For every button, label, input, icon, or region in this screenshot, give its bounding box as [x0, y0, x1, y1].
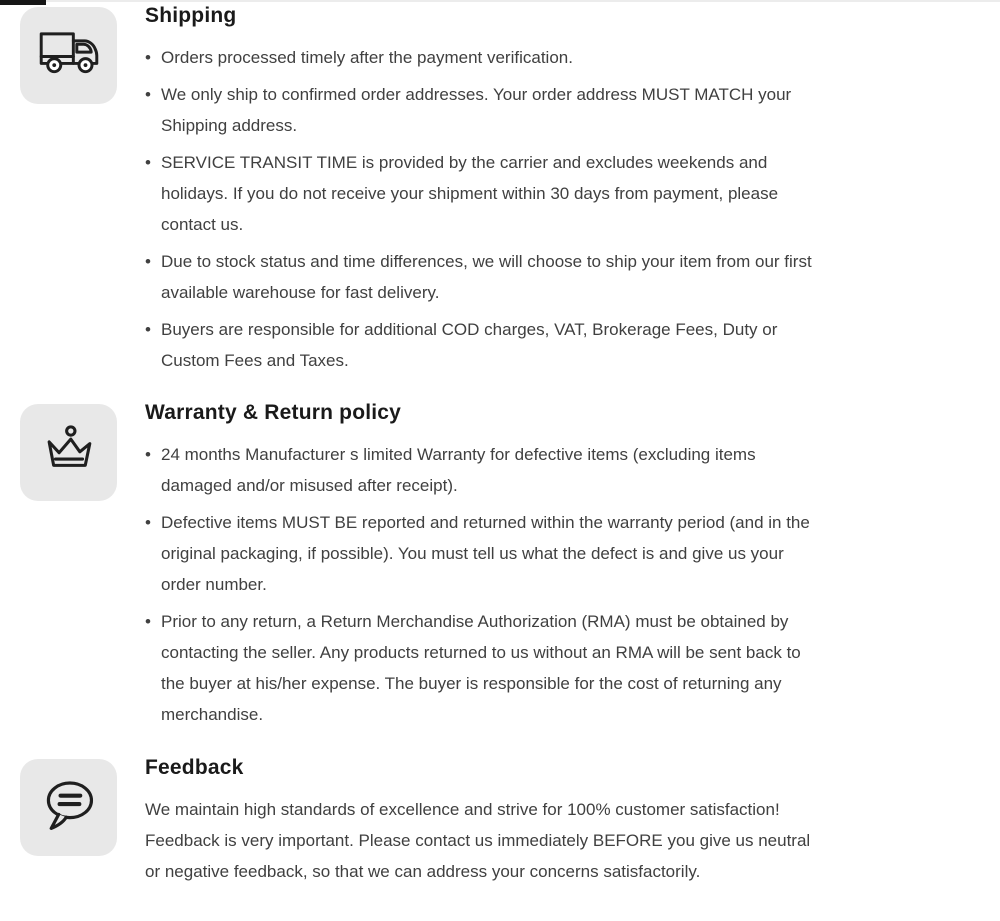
list-item — [145, 507, 815, 600]
warranty-bullet-list — [145, 439, 815, 730]
list-item-text: Defective items MUST BE reported and returned within the warranty period (and in the original packaging, if possible). You must tell us what the defect is and give us your order number. — [161, 513, 810, 594]
list-item — [145, 42, 815, 73]
section-shipping — [0, 2, 1000, 382]
list-item — [145, 606, 815, 730]
crown-icon — [40, 422, 98, 483]
list-item-text: 24 months Manufacturer s limited Warranty for defective items (excluding items damaged and/or misused after receipt). — [161, 445, 756, 495]
truck-icon — [36, 26, 102, 85]
bullet-marker: • — [145, 48, 151, 67]
list-item — [145, 439, 815, 501]
list-item-text: Buyers are responsible for additional COD charges, VAT, Brokerage Fees, Duty or Custom Fees and Taxes. — [161, 320, 778, 370]
section-warranty — [0, 399, 1000, 736]
list-item-text: Due to stock status and time differences, we will choose to ship your item from our first available warehouse for fast delivery. — [161, 252, 812, 302]
bullet-marker: • — [145, 85, 151, 104]
list-item-text: Orders processed timely after the payment verification. — [161, 48, 573, 67]
bullet-marker: • — [145, 612, 151, 631]
bullet-marker: • — [145, 445, 151, 464]
bullet-marker: • — [145, 153, 151, 172]
list-item — [145, 314, 815, 376]
shipping-icon-box — [20, 7, 117, 104]
section-feedback — [0, 754, 1000, 887]
warranty-icon-box — [20, 404, 117, 501]
list-item — [145, 246, 815, 308]
bullet-marker: • — [145, 513, 151, 532]
feedback-title: Feedback — [145, 756, 244, 779]
bullet-marker: • — [145, 320, 151, 339]
bullet-marker: • — [145, 252, 151, 271]
speech-bubble-icon — [39, 776, 99, 839]
warranty-title: Warranty & Return policy — [145, 401, 402, 424]
list-item — [145, 147, 815, 240]
shipping-bullet-list — [145, 42, 815, 376]
list-item-text: SERVICE TRANSIT TIME is provided by the carrier and excludes weekends and holidays. If you do not receive your shipment within 30 days from payment, please contact us. — [161, 153, 779, 234]
list-item-text: We only ship to confirmed order addresses. Your order address MUST MATCH your Shipping address. — [161, 85, 792, 135]
feedback-icon-box — [20, 759, 117, 856]
list-item — [145, 79, 815, 141]
feedback-paragraph: We maintain high standards of excellence and strive for 100% customer satisfaction! Feedback is very important. Please contact us immediately BEFORE you give us neutral or negative feedback, so that we can address your concerns satisfactorily. — [145, 800, 811, 881]
shipping-title: Shipping — [145, 4, 237, 27]
list-item-text: Prior to any return, a Return Merchandise Authorization (RMA) must be obtained by contacting the seller. Any products returned to us without an RMA will be sent back to the buyer at his/her expense. The buyer is responsible for the cost of returning any merchandise. — [161, 612, 801, 724]
